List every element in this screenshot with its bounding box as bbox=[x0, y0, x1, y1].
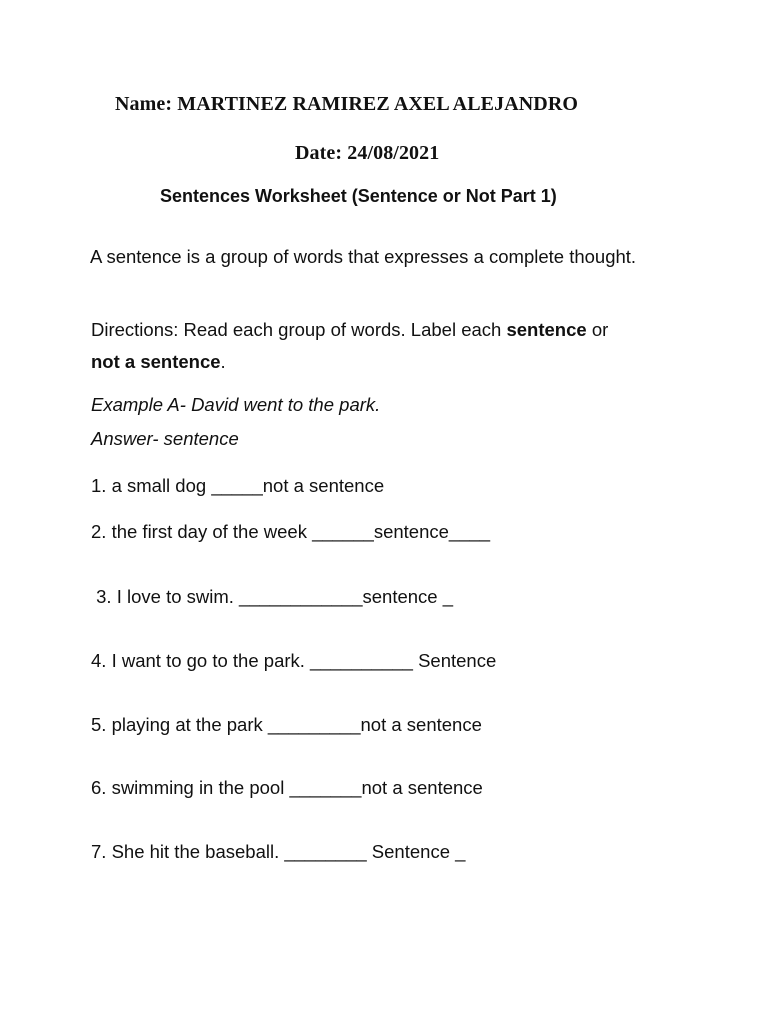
definition-text: A sentence is a group of words that expresses a complete thought. bbox=[90, 246, 637, 267]
directions-bold-sentence: sentence bbox=[506, 319, 587, 340]
list-item: 4. I want to go to the park. __________ Sentence bbox=[91, 650, 497, 671]
list-item: 1. a small dog _____not a sentence bbox=[91, 475, 385, 496]
directions-bold-not-sentence: not a sentence bbox=[91, 351, 221, 372]
example-text: Example A- David went to the park. bbox=[91, 394, 381, 415]
list-item: 2. the first day of the week ______sentence____ bbox=[91, 521, 491, 542]
directions-lead: Directions: Read each group of words. Label each bbox=[91, 319, 507, 340]
worksheet-date: Date: 24/08/2021 bbox=[295, 142, 440, 164]
directions-middle: or bbox=[586, 319, 609, 340]
list-item: 3. I love to swim. ____________sentence _ bbox=[91, 586, 454, 607]
directions-end: . bbox=[220, 351, 226, 372]
list-item: 6. swimming in the pool _______not a sentence bbox=[91, 777, 483, 798]
list-item: 5. playing at the park _________not a sentence bbox=[91, 714, 482, 735]
worksheet-title: Sentences Worksheet (Sentence or Not Part 1) bbox=[160, 186, 557, 206]
example-answer: Answer- sentence bbox=[91, 428, 239, 449]
directions-text bbox=[91, 314, 691, 378]
student-name: Name: MARTINEZ RAMIREZ AXEL ALEJANDRO bbox=[115, 93, 579, 115]
list-item: 7. She hit the baseball. ________ Sentence _ bbox=[91, 841, 466, 862]
